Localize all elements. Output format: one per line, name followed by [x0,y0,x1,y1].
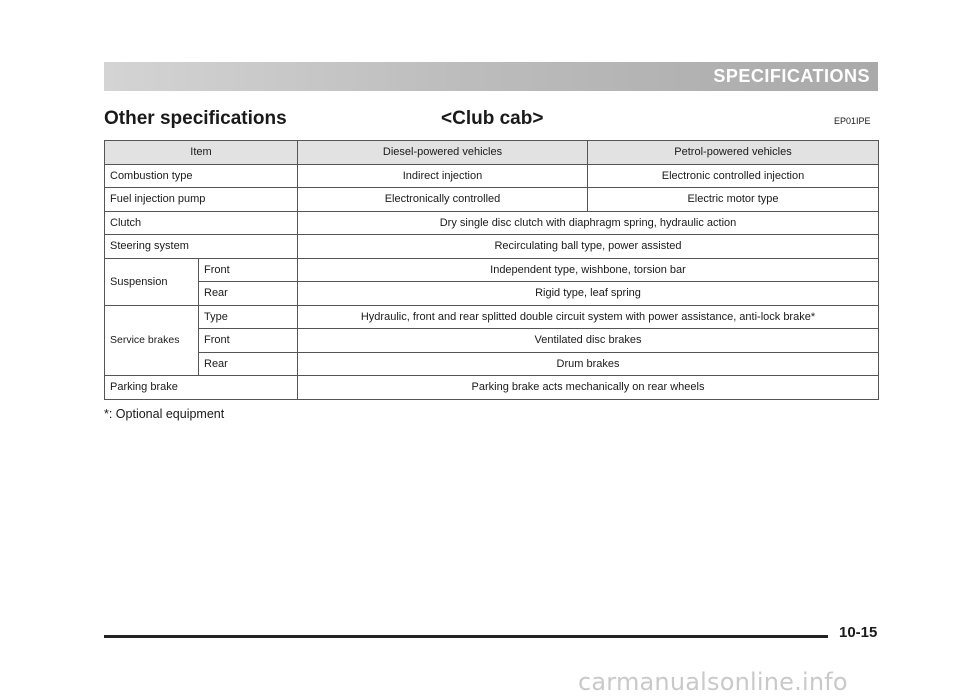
item-cell: Parking brake [105,376,298,400]
table-row [105,352,879,376]
table-row [105,235,879,259]
table-row [105,282,879,306]
item-cell: Suspension [105,258,199,305]
header-cell-petrol: Petrol-powered vehicles [588,141,879,165]
page-number: 10-15 [839,624,878,641]
document-code: EP01IPE [834,116,871,126]
value-cell: Parking brake acts mechanically on rear wheels [298,376,879,400]
table-row [105,376,879,400]
value-cell: Electronically controlled [298,188,588,212]
value-cell: Hydraulic, front and rear splitted double circuit system with power assistance, anti-lock brake* [298,305,879,329]
value-cell: Ventilated disc brakes [298,329,879,353]
item-cell: Combustion type [105,164,298,188]
header-title: SPECIFICATIONS [713,66,870,86]
value-cell: Independent type, wishbone, torsion bar [298,258,879,282]
header-bar [104,62,878,91]
table-row [105,305,879,329]
value-cell: Drum brakes [298,352,879,376]
section-title: Other specifications [104,108,287,129]
value-cell: Dry single disc clutch with diaphragm spring, hydraulic action [298,211,879,235]
sub-item-cell: Rear [199,282,298,306]
sub-item-cell: Front [199,258,298,282]
sub-item-cell: Front [199,329,298,353]
value-cell: Electric motor type [588,188,879,212]
sub-item-cell: Rear [199,352,298,376]
item-cell: Steering system [105,235,298,259]
table-row [105,211,879,235]
table-row [105,258,879,282]
item-cell: Fuel injection pump [105,188,298,212]
table-row [105,329,879,353]
variant-label: <Club cab> [441,108,544,129]
specifications-table [104,140,879,400]
watermark: carmanualsonline.info [578,668,848,696]
table-row [105,164,879,188]
item-cell: Service brakes [105,305,199,376]
header-cell-item: Item [105,141,298,165]
header-cell-diesel: Diesel-powered vehicles [298,141,588,165]
value-cell: Recirculating ball type, power assisted [298,235,879,259]
sub-item-cell: Type [199,305,298,329]
footer-divider [104,635,828,638]
item-cell: Clutch [105,211,298,235]
value-cell: Rigid type, leaf spring [298,282,879,306]
value-cell: Indirect injection [298,164,588,188]
footnote: *: Optional equipment [104,407,225,421]
table-header-row [105,141,879,165]
table-row [105,188,879,212]
value-cell: Electronic controlled injection [588,164,879,188]
